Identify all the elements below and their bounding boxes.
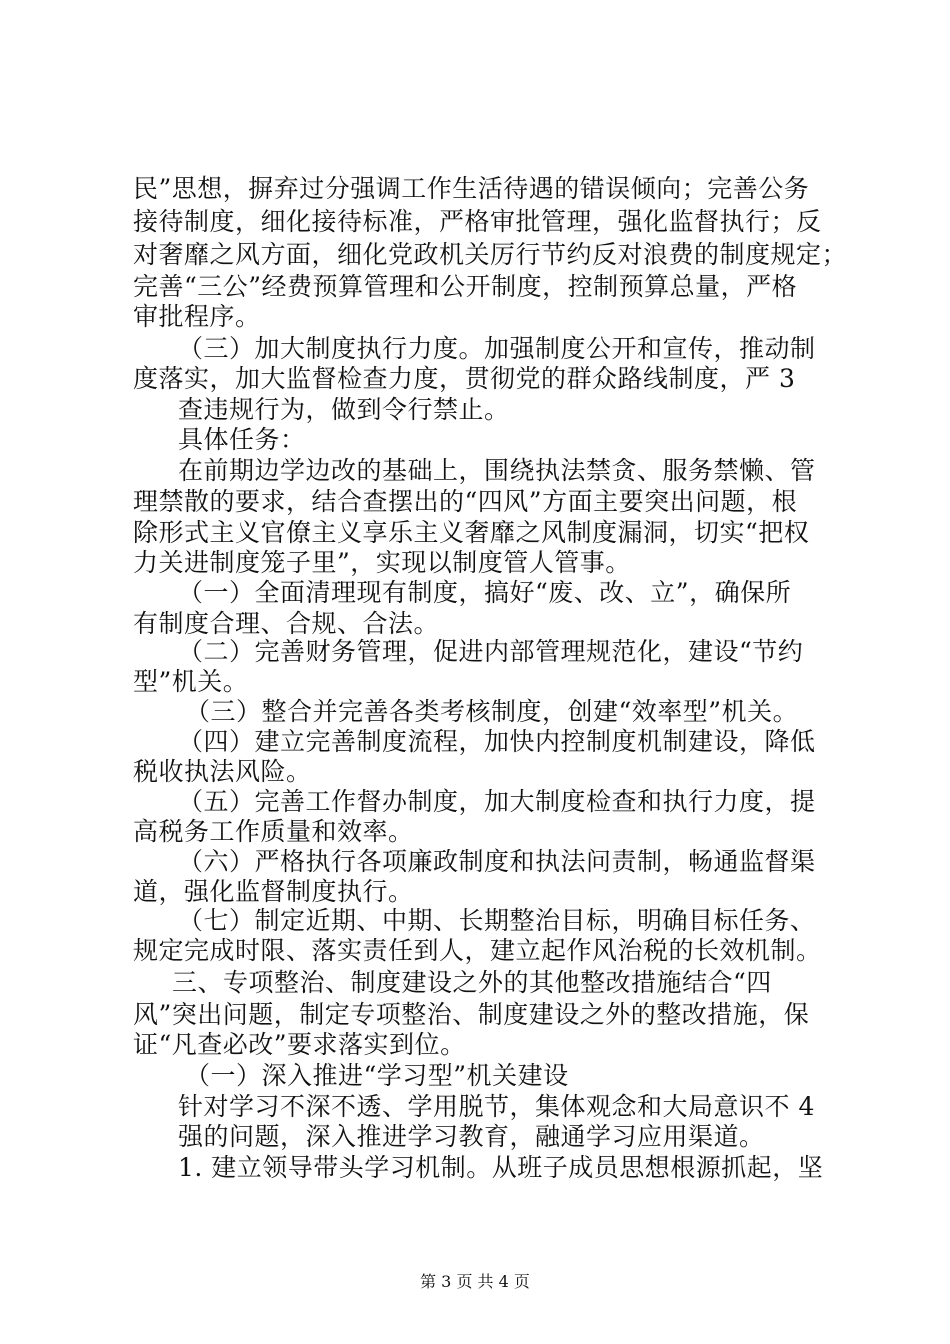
text-line: 力关进制度笼子里”，实现以制度管人管事。: [133, 548, 631, 577]
text-line: 三、专项整治、制度建设之外的其他整改措施结合“四: [172, 968, 772, 997]
text-line: 规定完成时限、落实责任到人，建立起作风治税的长效机制。: [133, 936, 822, 965]
text-line: （一）深入推进“学习型”机关建设: [185, 1061, 569, 1090]
text-line: 风”突出问题，制定专项整治、制度建设之外的整改措施，保: [133, 1000, 810, 1029]
text-line: 证“凡查必改”要求落实到位。: [133, 1030, 466, 1059]
text-line: 道，强化监督制度执行。: [133, 877, 414, 906]
text-line: 在前期边学边改的基础上，围绕执法禁贪、服务禁懒、管: [178, 456, 816, 485]
text-line: 税收执法风险。: [133, 757, 312, 786]
text-line: 完善“三公”经费预算管理和公开制度，控制预算总量，严格: [133, 272, 798, 301]
text-line: 高税务工作质量和效率。: [133, 817, 414, 846]
text-line: 1. 建立领导带头学习机制。从班子成员思想根源抓起，坚: [178, 1153, 824, 1182]
text-line: 对奢靡之风方面，细化党政机关厉行节约反对浪费的制度规定；: [133, 240, 848, 269]
text-line: 针对学习不深不透、学用脱节，集体观念和大局意识不 4: [178, 1092, 815, 1121]
text-line: 审批程序。: [133, 302, 261, 331]
page-number-footer: 第 3 页 共 4 页: [420, 1272, 530, 1291]
text-line: 有制度合理、合规、合法。: [133, 609, 440, 638]
text-line: （六）严格执行各项廉政制度和执法问责制，畅通监督渠: [178, 847, 816, 876]
text-line: 接待制度，细化接待标准，严格审批管理，强化监督执行；反: [133, 207, 822, 236]
text-line: 查违规行为，做到令行禁止。: [178, 395, 510, 424]
text-line: （三）加大制度执行力度。加强制度公开和宣传，推动制: [178, 334, 816, 363]
text-line: 强的问题，深入推进学习教育，融通学习应用渠道。: [178, 1122, 765, 1151]
text-line: （二）完善财务管理，促进内部管理规范化，建设“节约: [178, 637, 804, 666]
text-line: 理禁散的要求，结合查摆出的“四风”方面主要突出问题，根: [133, 487, 798, 516]
text-line: 度落实，加大监督检查力度，贯彻党的群众路线制度，严 3: [133, 364, 796, 393]
text-line: （七）制定近期、中期、长期整治目标，明确目标任务、: [178, 906, 816, 935]
text-line: 型”机关。: [133, 667, 249, 696]
text-line: （三）整合并完善各类考核制度，创建“效率型”机关。: [185, 697, 799, 726]
text-line: （五）完善工作督办制度，加大制度检查和执行力度，提: [178, 787, 816, 816]
text-line: 具体任务：: [178, 425, 306, 454]
text-line: （一）全面清理现有制度，搞好“废、改、立”，确保所: [178, 578, 792, 607]
text-line: 除形式主义官僚主义享乐主义奢靡之风制度漏洞，切实“把权: [133, 518, 810, 547]
text-line: 民”思想，摒弃过分强调工作生活待遇的错误倾向；完善公务: [133, 174, 810, 203]
text-line: （四）建立完善制度流程，加快内控制度机制建设，降低: [178, 727, 816, 756]
